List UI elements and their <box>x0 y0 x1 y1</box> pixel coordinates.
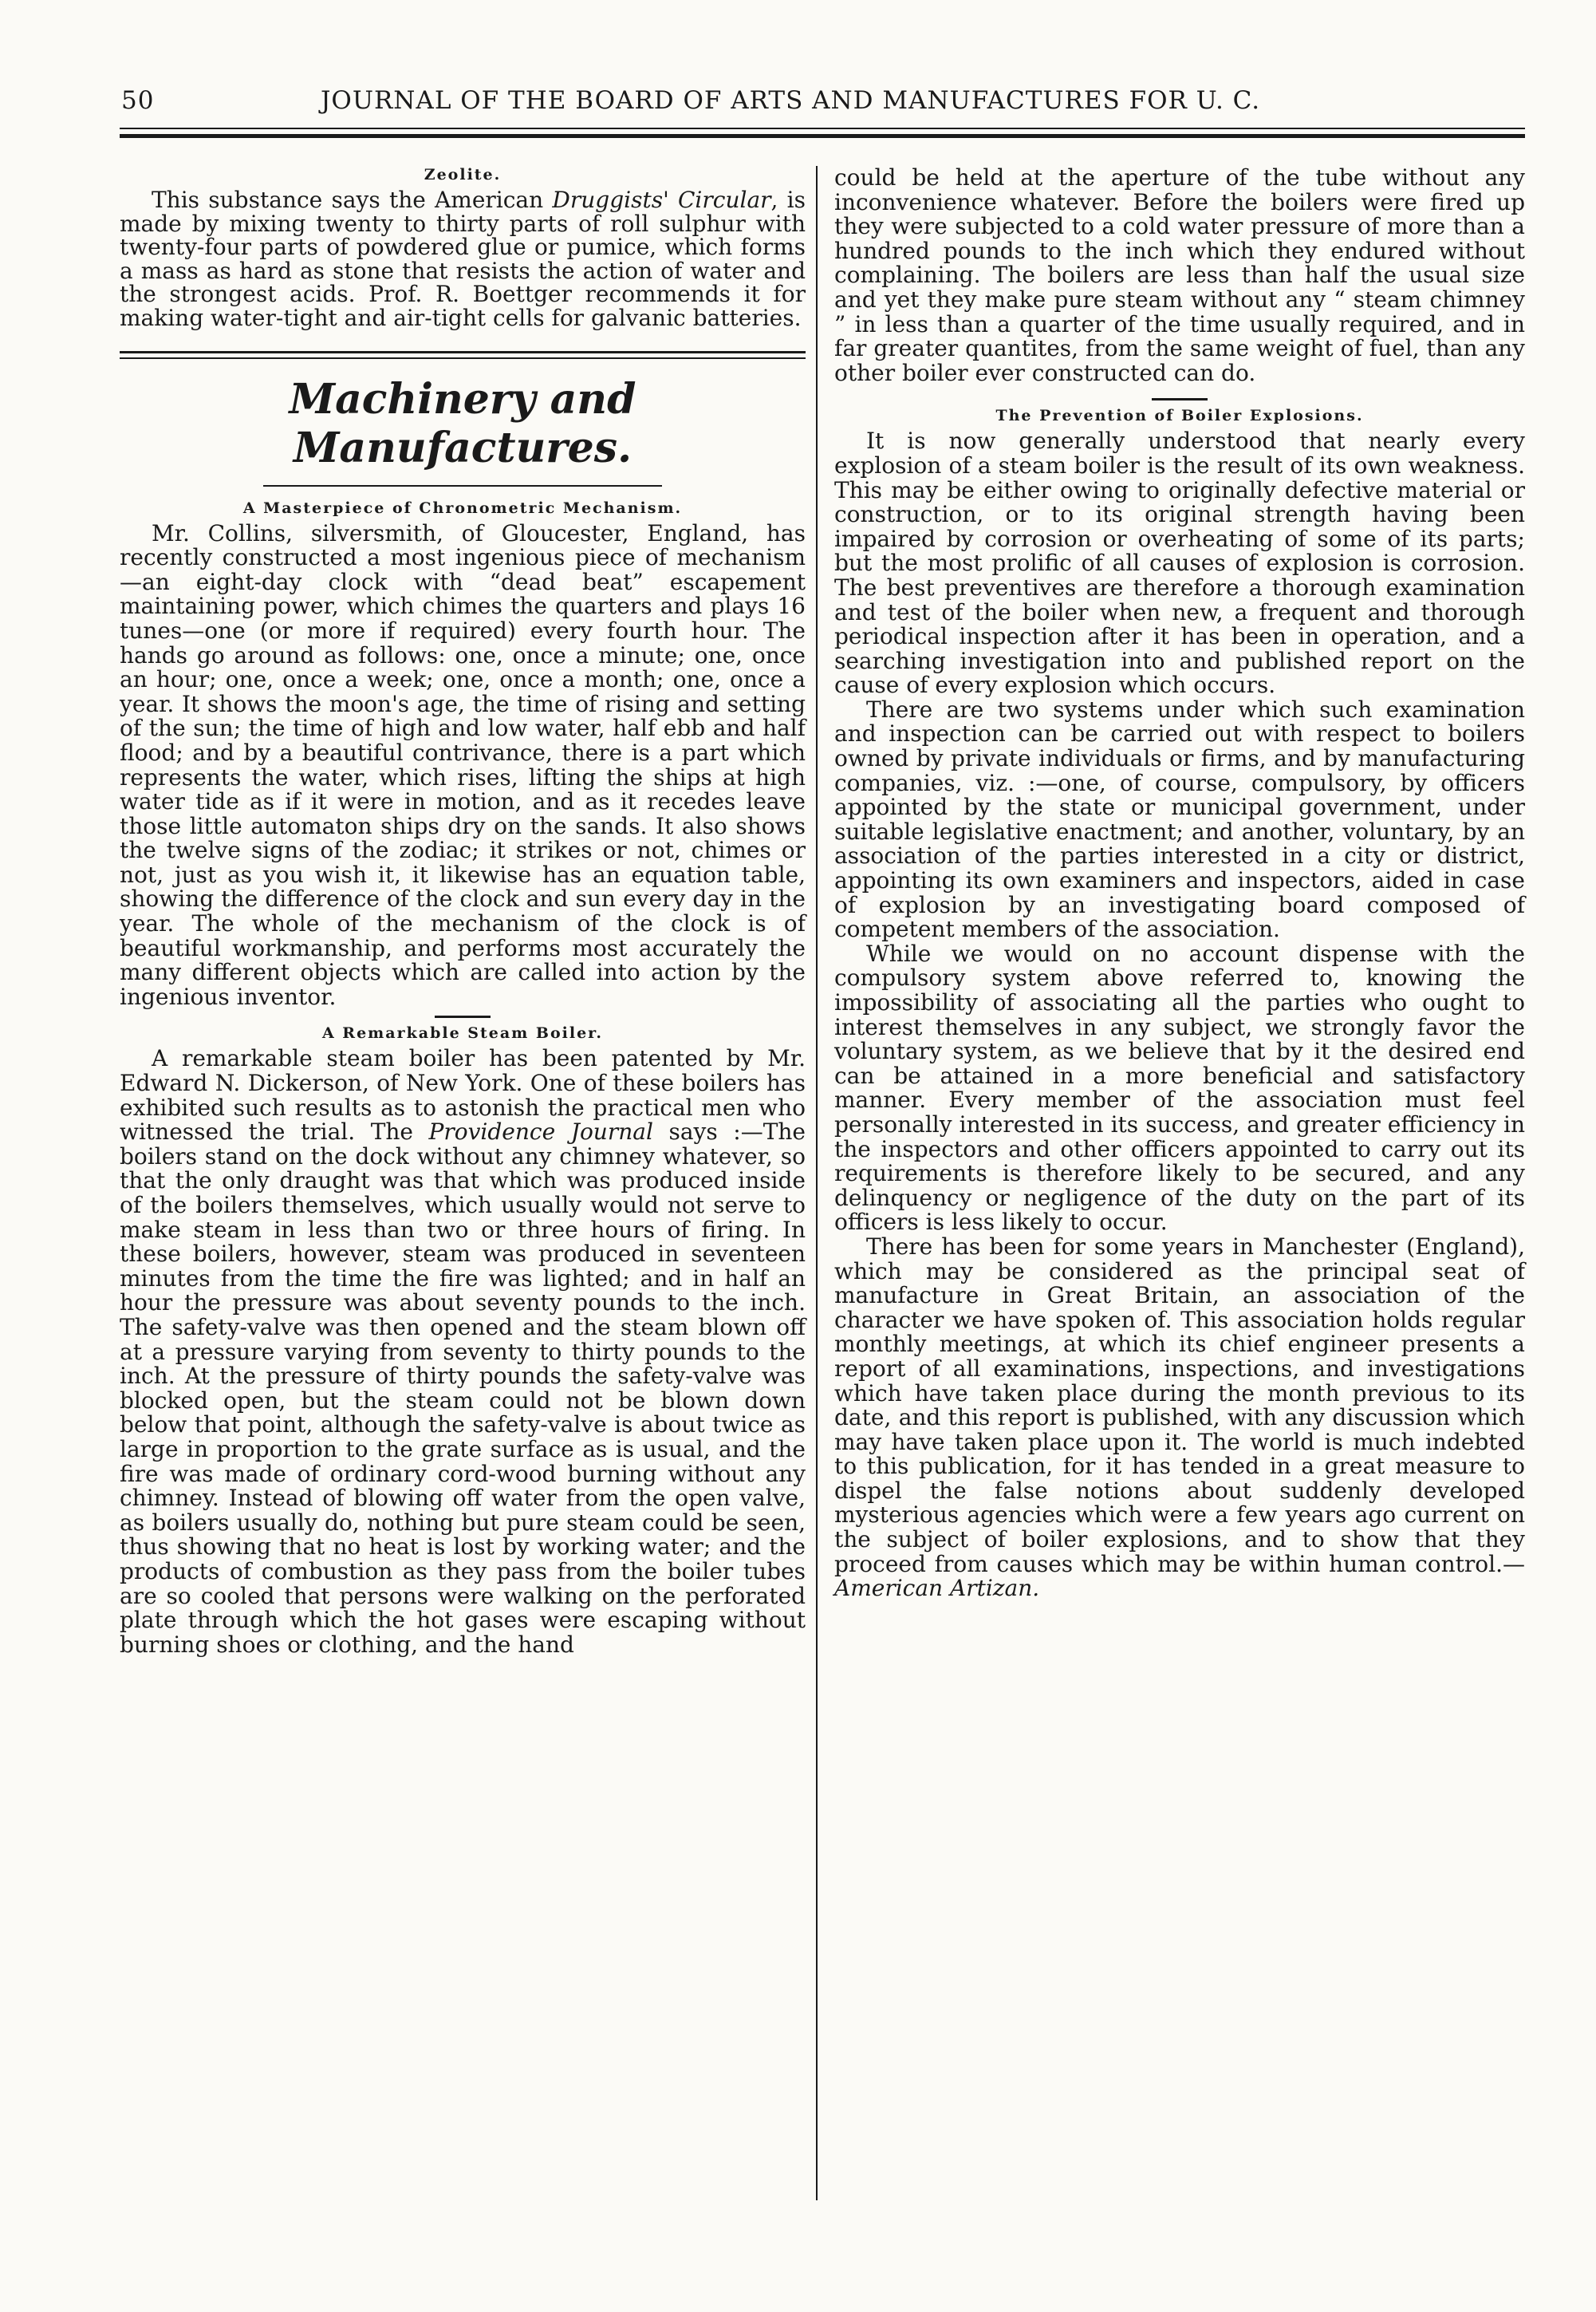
running-head <box>121 86 1533 121</box>
steam-boiler-heading: A Remarkable Steam Boiler. <box>321 1024 604 1043</box>
explosions-paragraph-4 <box>834 1235 1525 1601</box>
steam-boiler-article <box>120 1047 806 1657</box>
section-rule-bottom <box>120 357 806 359</box>
explosions-paragraph-2: There are two systems under which such examination and inspection can be carried out with respect to boilers owned by private individuals or firms, and by manufacturing companies, viz. :—one, of course, compulsory, by officers appointed by the state or municipal government, under suitable legislative enactment; and another, voluntary, by an association of the parties interested in a city or district, appointing its own examiners and inspectors, aided in case of explosion by an investigating board composed of competent members of the association. <box>834 696 1525 943</box>
steam-boiler-body-1: A remarkable steam boiler has been patented by Mr. Edward N. Dickerson, of New York. One of these boilers has exhibited such results as to astonish the practical men who witnessed the trial. The <box>120 1045 806 1146</box>
department-rule <box>263 485 662 487</box>
chronometric-body: Mr. Collins, silversmith, of Gloucester, England, has recently constructed a most ingenious piece of mechanism—an eight-day clock with “dead beat” escapement maintaining power, which chimes the quarters and plays 16 tunes—one (or more if required) every fourth hour. The hands go around as follows: one, once a minute; one, once an hour; one, once a week; one, once a month; one, once a year. It shows the moon's age, the time of rising and setting of the sun; the time of high and low water, half ebb and half flood; and by a beautiful contrivance, there is a part which represents the water, which rises, lifting the ships at high water tide as if it were in motion, and as it recedes leave those little automaton ships dry on the sands. It also shows the twelve signs of the zodiac; it strikes or not, chimes or not, just as you wish it, it likewise has an equation table, showing the difference of the clock and sun every day in the year. The whole of the mechanism of the clock is of beautiful workmanship, and performs most accurately the many different objects which are called into action by the ingenious inventor. <box>120 519 806 1010</box>
journal-title: JOURNAL OF THE BOARD OF ARTS AND MANUFACTURES FOR U. C. <box>321 86 1261 115</box>
left-column <box>120 166 806 1657</box>
explosions-paragraph-3: While we would on no account dispense with the compulsory system above referred to, knowing the impossibility of associating all the parties who ought to interest themselves in any subject, we strongly favor the voluntary system, as we believe that by it the desired end can be attained in a more beneficial and satisfactory manner. Every member of the association must feel personally interested in its success, and greater efficiency in the inspectors and other officers appointed to carry out its requirements is therefore likely to be secured, and any delinquency or negligence of the duty on the part of its officers is less likely to occur. <box>834 940 1525 1236</box>
zeolite-source: Druggists' Circular <box>552 187 771 213</box>
steam-boiler-continuation: could be held at the aperture of the tube without any inconvenience whatever. Before the boilers were fired up they were subjected to a cold water pressure of more than a hundred pounds to the inch which they endured without complaining. The boilers are less than half the usual size and yet they make pure steam without any “ steam chimney ” in less than a quarter of the time usually required, and in far greater quantites, from the same weight of fuel, than any other boiler ever constructed can do. <box>834 164 1525 386</box>
zeolite-heading: Zeolite. <box>424 166 502 183</box>
chronometric-heading: A Masterpiece of Chronometric Mechanism. <box>242 499 683 517</box>
page-number: 50 <box>121 86 155 115</box>
explosions-paragraph-1: It is now generally understood that nearly every explosion of a steam boiler is the result of its own weakness. This may be either owing to originally defective material or construction, or to its original strength having been impaired by corrosion or overheating of some of its parts; but the most prolific of all causes of explosion is corrosion. The best preventives are therefore a thorough examination and test of the boiler when new, a frequent and thorough periodical inspection after it has been in operation, and a searching investigation into and published report on the cause of every explosion which occurs. <box>834 428 1525 699</box>
header-rule-thin <box>120 128 1525 129</box>
zeolite-article <box>120 188 806 330</box>
header-rule-thick <box>120 134 1525 138</box>
department-title: Machinery and Manufactures. <box>289 374 636 472</box>
section-rule-top <box>120 351 806 353</box>
steam-boiler-body-2: says :—The boilers stand on the dock without any chimney whatever, so that the only draught was that which was produced inside of the boilers themselves, which usually would not serve to make steam in less than two or three hours of firing. In these boilers, however, steam was produced in seventeen minutes from the time the fire was lighted; and in half an hour the pressure was about seventy pounds to the inch. The safety-valve was then opened and the steam blown off at a pressure varying from seventy to thirty pounds to the inch. At the pressure of thirty pounds the safety-valve was blocked open, but the steam could not be blown down below that point, although the safety-valve is about twice as large in proportion to the grate surface as is usual, and the fire was made of ordinary cord-wood burning without any chimney. Instead of blowing off water from the open valve, as boilers usually do, nothing but pure steam could be seen, thus showing that no heat is lost by working water; and the products of combustion as they pass from the boiler tubes are so cooled that persons were walking on the perforated plate through which the hot gases were escaping without burning shoes or clothing, and the hand <box>120 1119 806 1658</box>
right-column <box>834 166 1525 1601</box>
explosions-heading: The Prevention of Boiler Explosions. <box>995 407 1364 425</box>
zeolite-body-2: , is made by mixing twenty to thirty parts of roll sulphur with twenty-four parts of powdered glue or pumice, which forms a mass as hard as stone that resists the action of water and the strongest acids. Prof. R. Boettger recommends it for making water-tight and air-tight cells for galvanic batteries. <box>120 187 806 331</box>
steam-boiler-source: Providence Journal <box>428 1119 653 1146</box>
column-divider <box>816 166 818 2200</box>
explosions-source: American Artizan. <box>834 1575 1040 1602</box>
zeolite-body-1: This substance says the American <box>152 187 553 213</box>
article-separator <box>435 1016 491 1018</box>
explosions-body-4: There has been for some years in Manchester (England), which may be considered as the principal seat of manufacture in Great Britain, an association of the character we have spoken of. This association holds regular monthly meetings, at which its chief engineer presents a report of all examinations, inspections, and investigations which have taken place during the month previous to its date, and this report is published, with any discussion which may have taken place upon it. The world is much indebted to this publication, for it has tended in a great measure to dispel the false notions about suddenly developed mysterious agencies which were a few years ago current on the subject of boiler explosions, and to show that they proceed from causes which may be within human control.— <box>834 1233 1525 1577</box>
article-separator <box>1152 398 1208 400</box>
